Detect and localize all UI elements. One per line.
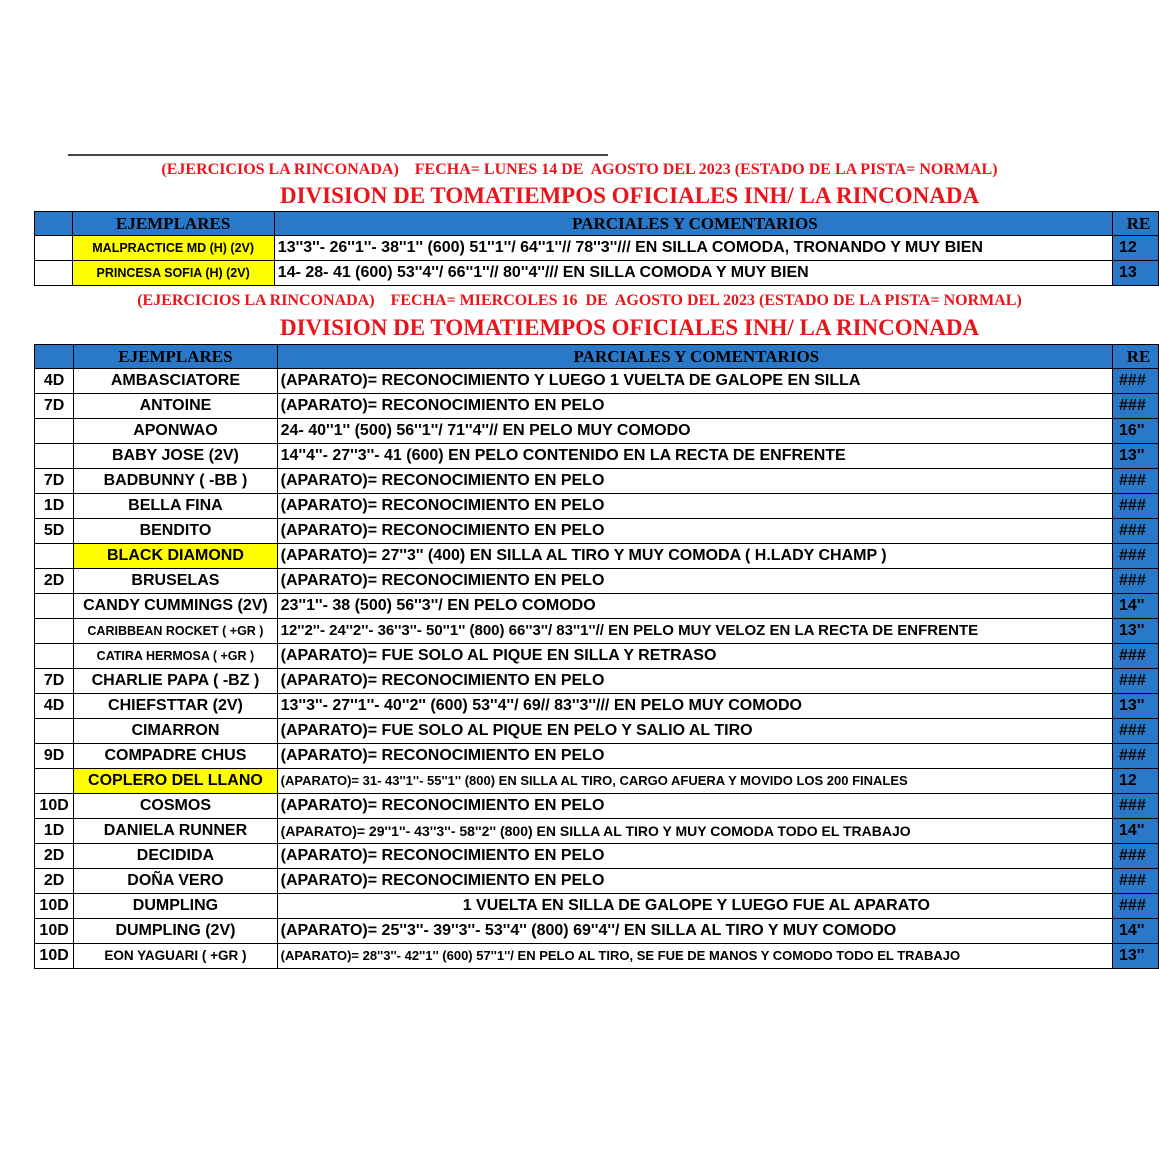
row-code bbox=[35, 236, 73, 261]
section-2-table bbox=[34, 344, 1159, 969]
row-code bbox=[35, 644, 74, 669]
table-row bbox=[35, 744, 1159, 769]
row-horse-name: DUMPLING (2V) bbox=[74, 919, 277, 944]
row-comments: (APARATO)= RECONOCIMIENTO EN PELO bbox=[277, 494, 1112, 519]
row-horse-name: COSMOS bbox=[74, 794, 277, 819]
table-row bbox=[35, 469, 1159, 494]
row-re: ### bbox=[1113, 894, 1159, 919]
table-row bbox=[35, 594, 1159, 619]
table-row bbox=[35, 644, 1159, 669]
row-comments: (APARATO)= 29''1''- 43''3''- 58''2'' (800) EN SILLA AL TIRO Y MUY COMODA TODO EL TRABAJO bbox=[277, 819, 1112, 844]
header-code bbox=[35, 345, 74, 369]
row-horse-name: BLACK DIAMOND bbox=[74, 544, 277, 569]
row-code: 10D bbox=[35, 794, 74, 819]
row-comments: (APARATO)= RECONOCIMIENTO EN PELO bbox=[277, 394, 1112, 419]
row-re: 13 bbox=[1113, 261, 1159, 286]
row-re: 13'' bbox=[1113, 944, 1159, 969]
row-re: 14'' bbox=[1113, 594, 1159, 619]
row-comments: (APARATO)= 25''3''- 39''3''- 53''4'' (800) 69''4''/ EN SILLA AL TIRO Y MUY COMODO bbox=[277, 919, 1112, 944]
row-comments: (APARATO)= 31- 43''1''- 55''1'' (800) EN SILLA AL TIRO, CARGO AFUERA Y MOVIDO LOS 200 FINALES bbox=[277, 769, 1112, 794]
row-re: ### bbox=[1113, 794, 1159, 819]
row-re: ### bbox=[1113, 744, 1159, 769]
row-code: 2D bbox=[35, 844, 74, 869]
section-2-title: DIVISION DE TOMATIEMPOS OFICIALES INH/ LA RINCONADA bbox=[280, 315, 980, 340]
row-comments: (APARATO)= FUE SOLO AL PIQUE EN SILLA Y RETRASO bbox=[277, 644, 1112, 669]
header-parciales: PARCIALES Y COMENTARIOS bbox=[274, 212, 1112, 236]
row-comments: 13''3''- 26''1''- 38''1'' (600) 51''1''/ 64''1''// 78''3''/// EN SILLA COMODA, TRONANDO Y MUY BIEN bbox=[274, 236, 1112, 261]
row-horse-name: CARIBBEAN ROCKET ( +GR ) bbox=[74, 619, 277, 644]
table-row bbox=[35, 769, 1159, 794]
row-horse-name: APONWAO bbox=[74, 419, 277, 444]
section-1-title: DIVISION DE TOMATIEMPOS OFICIALES INH/ LA RINCONADA bbox=[280, 183, 980, 208]
row-comments: (APARATO)= RECONOCIMIENTO Y LUEGO 1 VUELTA DE GALOPE EN SILLA bbox=[277, 369, 1112, 394]
row-comments: (APARATO)= RECONOCIMIENTO EN PELO bbox=[277, 794, 1112, 819]
row-horse-name: AMBASCIATORE bbox=[74, 369, 277, 394]
row-re: ### bbox=[1113, 844, 1159, 869]
row-horse-name: CATIRA HERMOSA ( +GR ) bbox=[74, 644, 277, 669]
row-horse-name: DANIELA RUNNER bbox=[74, 819, 277, 844]
table-row bbox=[35, 794, 1159, 819]
row-re: ### bbox=[1113, 369, 1159, 394]
row-code: 10D bbox=[35, 894, 74, 919]
row-code bbox=[35, 719, 74, 744]
row-code bbox=[35, 769, 74, 794]
row-comments: 23''1''- 38 (500) 56''3''/ EN PELO COMODO bbox=[277, 594, 1112, 619]
row-horse-name: COMPADRE CHUS bbox=[74, 744, 277, 769]
table-row bbox=[35, 719, 1159, 744]
row-re: ### bbox=[1113, 719, 1159, 744]
row-comments: 14- 28- 41 (600) 53''4''/ 66''1''// 80''4''/// EN SILLA COMODA Y MUY BIEN bbox=[274, 261, 1112, 286]
row-code: 4D bbox=[35, 694, 74, 719]
header-re: RE bbox=[1113, 212, 1159, 236]
row-comments: 13''3''- 27''1''- 40''2'' (600) 53''4''/ 69// 83''3''/// EN PELO MUY COMODO bbox=[277, 694, 1112, 719]
row-horse-name: DOÑA VERO bbox=[74, 869, 277, 894]
row-re: ### bbox=[1113, 394, 1159, 419]
row-re: ### bbox=[1113, 569, 1159, 594]
row-comments: (APARATO)= RECONOCIMIENTO EN PELO bbox=[277, 469, 1112, 494]
row-horse-name: CHIEFSTTAR (2V) bbox=[74, 694, 277, 719]
table-row bbox=[35, 236, 1159, 261]
row-horse-name: BABY JOSE (2V) bbox=[74, 444, 277, 469]
table-row bbox=[35, 869, 1159, 894]
header-ejemplares: EJEMPLARES bbox=[74, 345, 277, 369]
table-row bbox=[35, 494, 1159, 519]
row-re: ### bbox=[1113, 669, 1159, 694]
row-re: 14'' bbox=[1113, 919, 1159, 944]
row-code bbox=[35, 619, 74, 644]
table-row bbox=[35, 369, 1159, 394]
row-code bbox=[35, 594, 74, 619]
table-row bbox=[35, 819, 1159, 844]
row-re: ### bbox=[1113, 644, 1159, 669]
row-comments: (APARATO)= RECONOCIMIENTO EN PELO bbox=[277, 519, 1112, 544]
row-code bbox=[35, 261, 73, 286]
row-comments: (APARATO)= RECONOCIMIENTO EN PELO bbox=[277, 744, 1112, 769]
row-comments: 1 VUELTA EN SILLA DE GALOPE Y LUEGO FUE AL APARATO bbox=[277, 894, 1112, 919]
row-horse-name: BADBUNNY ( -BB ) bbox=[74, 469, 277, 494]
row-code: 7D bbox=[35, 469, 74, 494]
row-re: 13'' bbox=[1113, 694, 1159, 719]
row-re: ### bbox=[1113, 869, 1159, 894]
table-row bbox=[35, 844, 1159, 869]
row-comments: (APARATO)= RECONOCIMIENTO EN PELO bbox=[277, 869, 1112, 894]
row-code bbox=[35, 444, 74, 469]
table-row bbox=[35, 544, 1159, 569]
row-re: ### bbox=[1113, 544, 1159, 569]
row-horse-name: ANTOINE bbox=[74, 394, 277, 419]
section-1-table bbox=[34, 211, 1159, 286]
header-parciales: PARCIALES Y COMENTARIOS bbox=[277, 345, 1112, 369]
row-code: 2D bbox=[35, 869, 74, 894]
row-re: 14'' bbox=[1113, 819, 1159, 844]
row-code: 7D bbox=[35, 394, 74, 419]
row-horse-name: CHARLIE PAPA ( -BZ ) bbox=[74, 669, 277, 694]
table-row bbox=[35, 444, 1159, 469]
row-horse-name: PRINCESA SOFIA (H) (2V) bbox=[72, 261, 274, 286]
row-comments: (APARATO)= 27''3'' (400) EN SILLA AL TIRO Y MUY COMODA ( H.LADY CHAMP ) bbox=[277, 544, 1112, 569]
row-horse-name: BRUSELAS bbox=[74, 569, 277, 594]
row-comments: (APARATO)= FUE SOLO AL PIQUE EN PELO Y SALIO AL TIRO bbox=[277, 719, 1112, 744]
table-row bbox=[35, 569, 1159, 594]
row-code: 9D bbox=[35, 744, 74, 769]
row-re: 12 bbox=[1113, 769, 1159, 794]
row-comments: (APARATO)= 28''3''- 42''1'' (600) 57''1''/ EN PELO AL TIRO, SE FUE DE MANOS Y COMODO TODO EL TRABAJO bbox=[277, 944, 1112, 969]
row-horse-name: MALPRACTICE MD (H) (2V) bbox=[72, 236, 274, 261]
table-header-row bbox=[35, 212, 1159, 236]
row-horse-name: BENDITO bbox=[74, 519, 277, 544]
header-re: RE bbox=[1113, 345, 1159, 369]
section-2-subtitle: (EJERCICIOS LA RINCONADA) FECHA= MIERCOLES 16 DE AGOSTO DEL 2023 (ESTADO DE LA PISTA= NORMAL) bbox=[137, 292, 1022, 309]
header-code bbox=[35, 212, 73, 236]
row-code: 5D bbox=[35, 519, 74, 544]
row-code bbox=[35, 544, 74, 569]
header-ejemplares: EJEMPLARES bbox=[72, 212, 274, 236]
row-horse-name: CIMARRON bbox=[74, 719, 277, 744]
table-row bbox=[35, 894, 1159, 919]
row-code: 2D bbox=[35, 569, 74, 594]
row-horse-name: BELLA FINA bbox=[74, 494, 277, 519]
row-horse-name: EON YAGUARI ( +GR ) bbox=[74, 944, 277, 969]
row-re: 13'' bbox=[1113, 444, 1159, 469]
row-horse-name: DUMPLING bbox=[74, 894, 277, 919]
row-horse-name: COPLERO DEL LLANO bbox=[74, 769, 277, 794]
row-comments: 14''4''- 27''3''- 41 (600) EN PELO CONTENIDO EN LA RECTA DE ENFRENTE bbox=[277, 444, 1112, 469]
row-comments: 12''2''- 24''2''- 36''3''- 50''1'' (800) 66''3''/ 83''1''// EN PELO MUY VELOZ EN LA RECTA DE ENFRENTE bbox=[277, 619, 1112, 644]
row-comments: 24- 40''1'' (500) 56''1''/ 71''4''// EN PELO MUY COMODO bbox=[277, 419, 1112, 444]
table-header-row bbox=[35, 345, 1159, 369]
row-re: ### bbox=[1113, 494, 1159, 519]
table-row bbox=[35, 919, 1159, 944]
section-1-subtitle: (EJERCICIOS LA RINCONADA) FECHA= LUNES 14 DE AGOSTO DEL 2023 (ESTADO DE LA PISTA= NORMAL) bbox=[161, 161, 998, 178]
table-row bbox=[35, 619, 1159, 644]
row-code: 4D bbox=[35, 369, 74, 394]
row-re: ### bbox=[1113, 519, 1159, 544]
table-row bbox=[35, 694, 1159, 719]
table-row bbox=[35, 394, 1159, 419]
row-code bbox=[35, 419, 74, 444]
row-code: 1D bbox=[35, 819, 74, 844]
table-row bbox=[35, 419, 1159, 444]
row-re: 13'' bbox=[1113, 619, 1159, 644]
table-row bbox=[35, 519, 1159, 544]
row-code: 10D bbox=[35, 919, 74, 944]
row-comments: (APARATO)= RECONOCIMIENTO EN PELO bbox=[277, 669, 1112, 694]
table-row bbox=[35, 944, 1159, 969]
row-horse-name: CANDY CUMMINGS (2V) bbox=[74, 594, 277, 619]
header-rule bbox=[68, 154, 608, 156]
row-comments: (APARATO)= RECONOCIMIENTO EN PELO bbox=[277, 569, 1112, 594]
row-horse-name: DECIDIDA bbox=[74, 844, 277, 869]
row-re: 12 bbox=[1113, 236, 1159, 261]
table-row bbox=[35, 669, 1159, 694]
row-re: 16'' bbox=[1113, 419, 1159, 444]
row-re: ### bbox=[1113, 469, 1159, 494]
row-comments: (APARATO)= RECONOCIMIENTO EN PELO bbox=[277, 844, 1112, 869]
row-code: 10D bbox=[35, 944, 74, 969]
row-code: 7D bbox=[35, 669, 74, 694]
table-row bbox=[35, 261, 1159, 286]
row-code: 1D bbox=[35, 494, 74, 519]
